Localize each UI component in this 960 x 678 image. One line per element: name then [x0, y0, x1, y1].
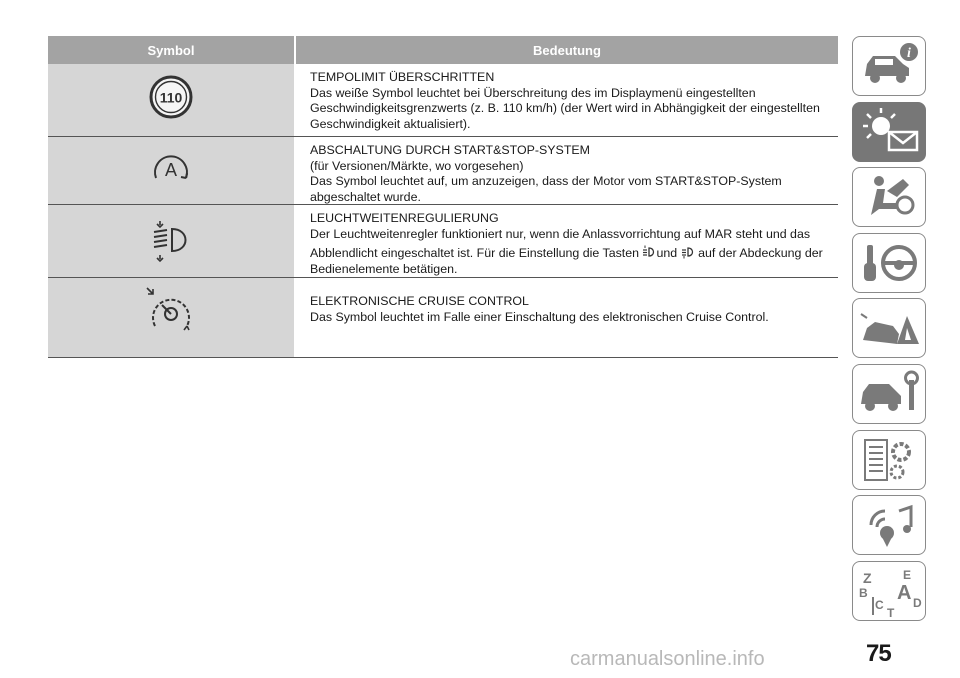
- tab-index[interactable]: [852, 561, 926, 621]
- row-text-line: [310, 245, 830, 262]
- table-row: [48, 137, 838, 205]
- page-number: 75: [866, 640, 891, 667]
- index-letter: Z: [863, 569, 872, 586]
- multimedia-icon: [853, 497, 925, 553]
- row-text-line: abgeschaltet wurde.: [310, 189, 421, 204]
- cruise-control-icon: [143, 286, 199, 338]
- speed-limit-110-icon: [148, 74, 194, 120]
- tab-emergency[interactable]: [852, 298, 926, 358]
- row-text-segment: und: [656, 246, 678, 260]
- row-text-line: Das Symbol leuchtet auf, um anzuzeigen, dass der Motor vom START&STOP-System: [310, 174, 782, 188]
- table-header: [48, 36, 838, 64]
- headlight-up-icon: [642, 245, 656, 259]
- start-stop-off-icon: [146, 145, 196, 191]
- row-title: TEMPOLIMIT ÜBERSCHRITTEN: [310, 70, 495, 84]
- table-row: [48, 64, 838, 137]
- symbol-cell: [48, 64, 294, 136]
- index-alphabet-icon: [853, 563, 925, 619]
- chapter-tabs: [852, 36, 928, 626]
- index-letter: T: [887, 605, 895, 619]
- row-text-segment: Abblendlicht eingeschaltet ist. Für die Einstellung die Tasten: [310, 246, 640, 260]
- headlight-down-icon: [681, 245, 695, 259]
- car-emergency-icon: [853, 300, 925, 356]
- technical-data-icon: [853, 432, 925, 488]
- row-title: LEUCHTWEITENREGULIERUNG: [310, 211, 499, 225]
- tab-car-info[interactable]: [852, 36, 926, 96]
- meaning-cell: [294, 278, 838, 357]
- index-letter: E: [903, 567, 912, 582]
- symbol-cell: [48, 205, 294, 277]
- tab-maintenance[interactable]: [852, 364, 926, 424]
- row-text-line: Geschwindigkeit aktualisiert).: [310, 116, 471, 131]
- meaning-cell: [294, 137, 838, 204]
- tab-multimedia[interactable]: [852, 495, 926, 555]
- row-text-segment: auf der Abdeckung der: [698, 246, 823, 260]
- headlight-leveling-icon: [146, 215, 196, 265]
- svg-text:i: i: [907, 46, 911, 61]
- row-title: ABSCHALTUNG DURCH START&STOP-SYSTEM: [310, 143, 590, 157]
- table-row: [48, 205, 838, 278]
- index-letter: A: [897, 581, 912, 604]
- car-maintenance-icon: [853, 366, 925, 422]
- tab-warning-lights[interactable]: [852, 102, 926, 162]
- row-text-line: Der Leuchtweitenregler funktioniert nur, wenn die Anlassvorrichtung auf MAR steht und das: [310, 226, 811, 241]
- watermark: carmanualsonline.info: [570, 648, 765, 670]
- tab-technical-data[interactable]: [852, 430, 926, 490]
- key-steering-wheel-icon: [853, 235, 925, 291]
- row-title: ELEKTRONISCHE CRUISE CONTROL: [310, 294, 529, 308]
- index-letter: C: [875, 597, 884, 612]
- table-row: [48, 278, 838, 358]
- row-text-line: Bedienelemente betätigen.: [310, 261, 458, 276]
- symbol-cell: [48, 278, 294, 357]
- index-letter: D: [913, 595, 922, 610]
- symbol-cell: [48, 137, 294, 204]
- tab-starting-driving[interactable]: [852, 233, 926, 293]
- row-text-line: Das weiße Symbol leuchtet bei Überschreitung des im Displaymenü eingestellten: [310, 85, 756, 100]
- tab-safety[interactable]: [852, 167, 926, 227]
- header-meaning: Bedeutung: [294, 36, 838, 64]
- row-text-line: (für Versionen/Märkte, wo vorgesehen): [310, 158, 524, 173]
- row-text-line: Geschwindigkeitsgrenzwerts (z. B. 110 km/h) (der Wert wird in Abhängigkeit der eingestellten: [310, 101, 820, 115]
- speed-limit-value: 110: [159, 89, 183, 106]
- car-info-icon: [853, 38, 925, 94]
- start-stop-letter: A: [164, 160, 178, 180]
- meaning-cell: [294, 64, 838, 136]
- index-letter: B: [859, 585, 868, 600]
- warning-light-message-icon: [853, 104, 925, 160]
- seat-airbag-icon: [853, 169, 925, 225]
- symbol-table: [48, 36, 838, 358]
- header-symbol: Symbol: [147, 42, 195, 58]
- meaning-cell: [294, 205, 838, 277]
- row-text-line: Das Symbol leuchtet im Falle einer Einschaltung des elektronischen Cruise Control.: [310, 309, 769, 324]
